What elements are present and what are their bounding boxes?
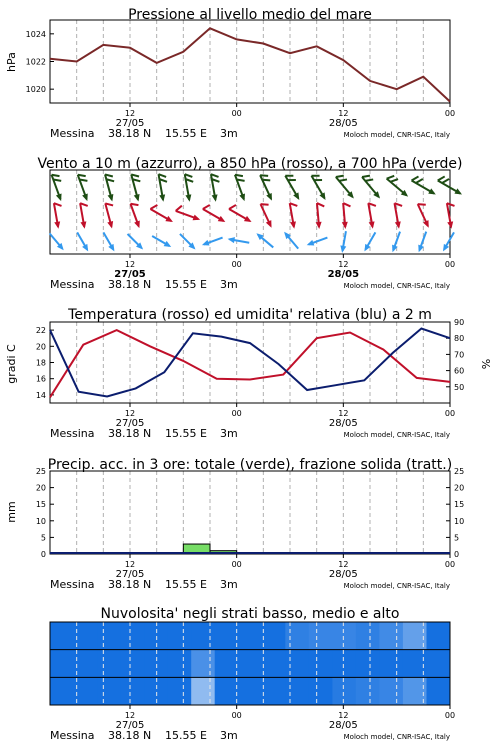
x-tick-label: 12 — [338, 560, 349, 569]
wind-barb — [283, 172, 306, 201]
wind-barb — [149, 203, 177, 225]
altitude: 3m — [220, 427, 238, 440]
y-tick-label: 5 — [454, 533, 460, 543]
cloud-cell — [191, 622, 215, 650]
y-tick-label: 1020 — [25, 85, 46, 95]
wind-barb — [151, 233, 173, 249]
model-credit: Moloch model, CNR-ISAC, Italy — [343, 282, 450, 290]
wind-barb — [228, 203, 256, 225]
plot-frame-4 — [50, 471, 450, 554]
cloud-cell — [191, 677, 215, 705]
x-tick-label: 00 — [444, 711, 456, 720]
x-tick-label: 12 — [124, 260, 136, 269]
wind-barb — [410, 174, 439, 197]
wind-barb — [282, 230, 301, 251]
barb-head — [447, 221, 454, 229]
location-name: Messina — [50, 578, 95, 591]
chart-title: Pressione al livello medio del mare — [128, 7, 372, 23]
cloud-cell — [427, 677, 451, 705]
y-axis-label: mm — [5, 501, 18, 523]
cloud-cell — [121, 622, 145, 650]
wind-barb — [156, 173, 171, 202]
chart-title: Vento a 10 m (azzurro), a 850 hPa (rosso), a 700 hPa (verde) — [37, 156, 463, 172]
cloud-cell — [144, 622, 168, 650]
latitude: 38.18 N — [108, 729, 152, 742]
x-tick-label: 00 — [444, 109, 456, 118]
cloud-cell — [238, 622, 262, 650]
altitude: 3m — [220, 278, 238, 291]
barb-head — [82, 244, 91, 253]
barb-head — [239, 193, 247, 202]
y-tick-label: 70 — [454, 350, 465, 360]
y-tick-label: 15 — [35, 500, 46, 510]
wind-barb — [178, 232, 198, 252]
y-tick-label: 22 — [35, 326, 46, 336]
date-label: 28/05 — [328, 569, 358, 580]
longitude: 15.55 E — [165, 127, 207, 140]
barb-head — [185, 194, 192, 202]
wind-barb — [254, 231, 275, 250]
cloud-cell — [238, 677, 262, 705]
x-tick-label: 00 — [444, 260, 456, 269]
x-tick-label: 12 — [124, 711, 136, 720]
date-label: 27/05 — [115, 720, 145, 731]
cloud-cell — [285, 650, 309, 678]
barb-head — [244, 216, 253, 225]
cloud-cell — [379, 677, 403, 705]
cloud-cell — [332, 650, 356, 678]
date-label: 27/05 — [115, 569, 145, 580]
cloud-cell — [379, 622, 403, 650]
wind-barb — [75, 172, 94, 202]
wind-barb — [365, 202, 379, 229]
y-tick-label: 10 — [35, 516, 46, 526]
y-tick-label: 0 — [454, 550, 460, 559]
date-label: 28/05 — [328, 418, 358, 429]
date-label: 27/05 — [115, 418, 145, 429]
barb-head — [218, 216, 227, 225]
cloud-cell — [121, 677, 145, 705]
barb-head — [290, 221, 297, 229]
barb-head — [319, 192, 328, 201]
y-tick-label: 10 — [454, 516, 465, 526]
x-tick-label: 12 — [338, 409, 349, 418]
cloud-cell — [309, 622, 333, 650]
wind-barb — [360, 173, 386, 201]
wind-barb — [258, 201, 278, 229]
location-name: Messina — [50, 127, 95, 140]
barb-head — [395, 221, 402, 229]
date-label: 27/05 — [115, 118, 145, 129]
cloud-cell — [168, 677, 192, 705]
cloud-cell — [97, 677, 121, 705]
y-axis-label: hPa — [5, 52, 18, 72]
altitude: 3m — [220, 578, 238, 591]
barb-head — [107, 221, 115, 229]
latitude: 38.18 N — [108, 427, 152, 440]
cloud-cell — [215, 650, 239, 678]
barb-head — [134, 221, 142, 230]
cloud-cell — [332, 677, 356, 705]
wind-barb — [392, 202, 406, 229]
barb-head — [293, 192, 302, 201]
cloud-cell — [262, 677, 286, 705]
barb-head — [362, 244, 371, 253]
latitude: 38.18 N — [108, 127, 152, 140]
wind-barb — [175, 204, 203, 222]
x-tick-label: 00 — [231, 260, 242, 269]
wind-barb — [232, 172, 251, 202]
barb-head — [454, 188, 463, 197]
x-tick-label: 12 — [338, 109, 349, 118]
wind-barb — [309, 172, 332, 201]
barb-head — [108, 244, 117, 253]
cloud-cell — [191, 650, 215, 678]
y-tick-label: 20 — [35, 342, 46, 352]
altitude: 3m — [220, 729, 238, 742]
wind-barb — [334, 173, 360, 201]
barb-head — [428, 188, 437, 197]
y-tick-label: 20 — [454, 483, 465, 493]
barb-head — [80, 221, 87, 229]
cloud-cell — [168, 650, 192, 678]
altitude: 3m — [220, 127, 238, 140]
barb-head — [266, 220, 274, 229]
y-tick-label: 1024 — [25, 29, 46, 39]
y-tick-label: 60 — [454, 366, 465, 376]
wind-barb — [314, 202, 326, 229]
date-label: 27/05 — [114, 269, 146, 280]
plot-frame-1 — [50, 20, 450, 103]
y-tick-label: 18 — [35, 358, 46, 368]
wind-barb — [440, 231, 456, 253]
y-tick-label: 15 — [454, 500, 465, 510]
barb-head — [82, 193, 90, 202]
wind-barb — [436, 174, 465, 197]
barb-head — [201, 240, 210, 248]
barb-head — [440, 244, 449, 253]
barb-head — [108, 194, 116, 202]
model-credit: Moloch model, CNR-ISAC, Italy — [343, 131, 450, 139]
barb-head — [54, 221, 61, 229]
x-tick-label: 00 — [231, 409, 242, 418]
wind-barb — [287, 202, 301, 229]
chart-title: Precip. acc. in 3 ore: totale (verde), frazione solida (tratt.) — [47, 457, 453, 473]
location-name: Messina — [50, 729, 95, 742]
cloud-cell — [97, 650, 121, 678]
longitude: 15.55 E — [165, 578, 207, 591]
latitude: 38.18 N — [108, 578, 152, 591]
wind-barb — [257, 172, 278, 202]
cloud-cell — [144, 677, 168, 705]
cloud-cell — [427, 622, 451, 650]
x-tick-label: 00 — [231, 560, 242, 569]
barb-head — [227, 236, 235, 243]
cloud-cell — [332, 622, 356, 650]
barb-head — [134, 194, 142, 202]
latitude: 38.18 N — [108, 278, 152, 291]
cloud-cell — [215, 622, 239, 650]
barb-head — [423, 220, 431, 229]
cloud-cell — [356, 650, 380, 678]
cloud-cell — [285, 622, 309, 650]
barb-head — [339, 245, 346, 253]
wind-barb — [102, 202, 118, 230]
y-axis-label-right: % — [480, 358, 493, 370]
model-credit: Moloch model, CNR-ISAC, Italy — [343, 733, 450, 741]
cloud-cell — [50, 650, 74, 678]
x-tick-label: 00 — [444, 409, 456, 418]
y-tick-label: 90 — [454, 318, 465, 327]
wind-barb — [339, 231, 349, 254]
y-tick-label: 5 — [40, 533, 46, 543]
wind-barb — [444, 202, 458, 229]
cloud-cell — [168, 622, 192, 650]
longitude: 15.55 E — [165, 427, 207, 440]
y-tick-label: 1022 — [25, 57, 46, 67]
date-label: 28/05 — [327, 269, 360, 280]
cloud-cell — [356, 622, 380, 650]
x-tick-label: 00 — [231, 711, 242, 720]
wind-barb — [415, 201, 435, 229]
barb-head — [212, 194, 219, 202]
date-label: 28/05 — [328, 720, 358, 731]
cloud-cell — [50, 622, 74, 650]
temperature-line — [50, 330, 450, 397]
y-tick-label: 25 — [454, 467, 465, 476]
barb-head — [159, 194, 166, 202]
y-tick-label: 0 — [40, 550, 46, 559]
x-tick-label: 12 — [338, 711, 349, 720]
x-tick-label: 00 — [231, 109, 242, 118]
barb-head — [165, 216, 174, 225]
wind-barb — [201, 203, 229, 225]
x-tick-label: 12 — [124, 409, 136, 418]
cloud-cell — [379, 650, 403, 678]
location-name: Messina — [50, 278, 95, 291]
wind-barb — [201, 235, 224, 248]
y-tick-label: 25 — [35, 467, 46, 476]
wind-barb — [49, 172, 68, 202]
y-tick-label: 14 — [35, 390, 46, 400]
y-tick-label: 20 — [35, 483, 46, 493]
wind-barb — [128, 173, 145, 203]
x-tick-label: 12 — [124, 560, 136, 569]
cloud-cell — [215, 677, 239, 705]
wind-barb — [340, 202, 352, 229]
y-tick-label: 50 — [454, 382, 465, 392]
cloud-cell — [309, 650, 333, 678]
barb-head — [342, 222, 349, 229]
y-tick-label: 16 — [35, 374, 46, 384]
barb-head — [416, 245, 424, 254]
barb-head — [266, 193, 274, 202]
wind-barb — [227, 236, 250, 246]
chart-title: Nuvolosita' negli strati basso, medio e alto — [100, 606, 400, 622]
wind-barb — [182, 173, 197, 202]
y-axis-label: gradi C — [5, 344, 18, 384]
cloud-cell — [285, 677, 309, 705]
date-label: 28/05 — [328, 118, 358, 129]
cloud-cell — [144, 650, 168, 678]
wind-barb — [385, 173, 413, 199]
x-tick-label: 12 — [338, 260, 349, 269]
humidity-line — [50, 329, 450, 397]
longitude: 15.55 E — [165, 729, 207, 742]
cloud-cell — [262, 650, 286, 678]
pressure-line — [50, 28, 450, 101]
location-name: Messina — [50, 427, 95, 440]
wind-barb — [102, 173, 119, 203]
x-tick-label: 12 — [124, 109, 136, 118]
barb-head — [164, 241, 173, 250]
cloud-cell — [356, 677, 380, 705]
wind-barb — [416, 231, 429, 254]
barb-head — [306, 240, 315, 248]
y-tick-label: 80 — [454, 334, 465, 344]
longitude: 15.55 E — [165, 278, 207, 291]
cloud-cell — [238, 650, 262, 678]
model-credit: Moloch model, CNR-ISAC, Italy — [343, 582, 450, 590]
wind-barb — [77, 202, 91, 229]
wind-barb — [51, 202, 65, 229]
cloud-cell — [262, 622, 286, 650]
wind-barb — [125, 232, 145, 252]
barb-head — [193, 215, 202, 223]
plot-frame-3 — [50, 322, 450, 403]
cloud-cell — [309, 677, 333, 705]
cloud-cell — [97, 622, 121, 650]
chart-title: Temperatura (rosso) ed umidita' relativa (blu) a 2 m — [68, 307, 432, 323]
cloud-cell — [50, 677, 74, 705]
barb-head — [56, 193, 64, 202]
x-tick-label: 00 — [444, 560, 456, 569]
cloud-cell — [121, 650, 145, 678]
model-credit: Moloch model, CNR-ISAC, Italy — [343, 431, 450, 439]
cloud-cell — [427, 650, 451, 678]
